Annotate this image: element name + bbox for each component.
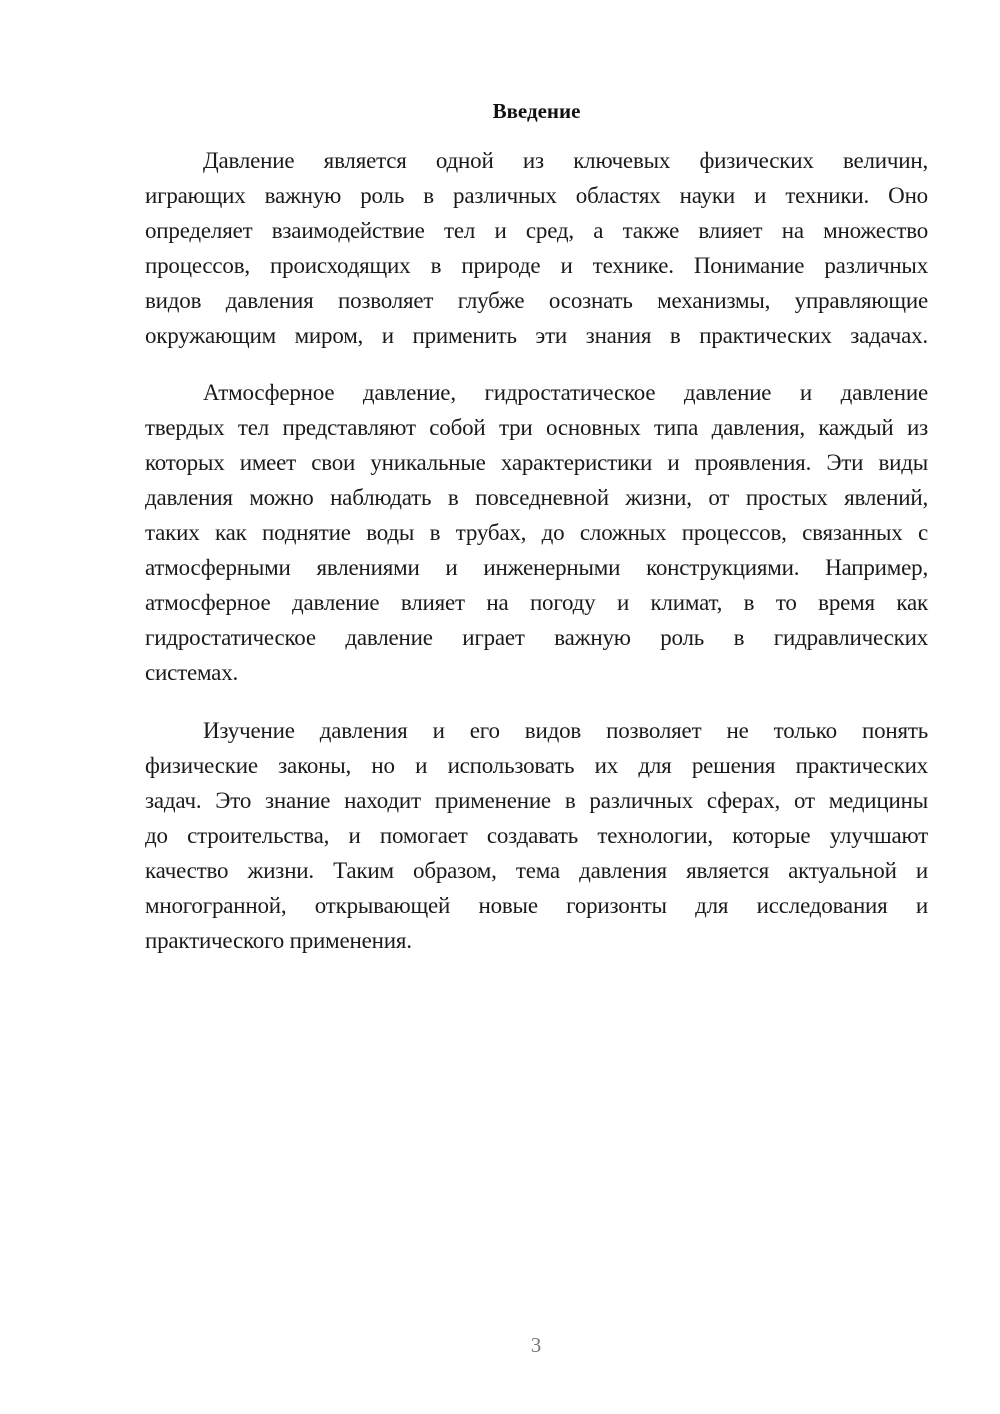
text-line: которых имеет свои уникальные характеристики и проявления. Эти виды	[145, 450, 928, 475]
text-line: видов давления позволяет глубже осознать механизмы, управляющие	[145, 288, 928, 313]
section-heading: Введение	[492, 99, 581, 123]
text-line: многогранной, открывающей новые горизонты для исследования и	[145, 893, 928, 918]
paragraph-3	[145, 713, 928, 958]
paragraph-2	[145, 375, 928, 690]
paragraph-1	[145, 143, 928, 353]
text-line: Давление является одной из ключевых физических величин,	[203, 148, 928, 173]
text-line: атмосферными явлениями и инженерными конструкциями. Например,	[145, 555, 928, 580]
text-line: играющих важную роль в различных областях науки и техники. Оно	[145, 183, 928, 208]
text-line: определяет взаимодействие тел и сред, а также влияет на множество	[145, 218, 928, 243]
text-line: качество жизни. Таким образом, тема давления является актуальной и	[145, 858, 928, 883]
text-line: системах.	[145, 660, 239, 685]
text-line: Атмосферное давление, гидростатическое давление и давление	[203, 380, 928, 405]
text-line: практического применения.	[145, 928, 412, 953]
text-line: физические законы, но и использовать их для решения практических	[145, 753, 928, 778]
text-line: окружающим миром, и применить эти знания в практических задачах.	[145, 323, 928, 348]
text-line: атмосферное давление влияет на погоду и климат, в то время как	[145, 590, 928, 615]
text-line: процессов, происходящих в природе и технике. Понимание различных	[145, 253, 928, 278]
text-line: гидростатическое давление играет важную роль в гидравлических	[145, 625, 928, 650]
text-line: твердых тел представляют собой три основных типа давления, каждый из	[145, 415, 928, 440]
text-line: задач. Это знание находит применение в различных сферах, от медицины	[145, 788, 928, 813]
text-line: до строительства, и помогает создавать технологии, которые улучшают	[145, 823, 928, 848]
text-line: давления можно наблюдать в повседневной жизни, от простых явлений,	[145, 485, 928, 510]
text-line: таких как поднятие воды в трубах, до сложных процессов, связанных с	[145, 520, 928, 545]
text-line: Изучение давления и его видов позволяет не только понять	[203, 718, 928, 743]
page-number: 3	[530, 1333, 542, 1357]
